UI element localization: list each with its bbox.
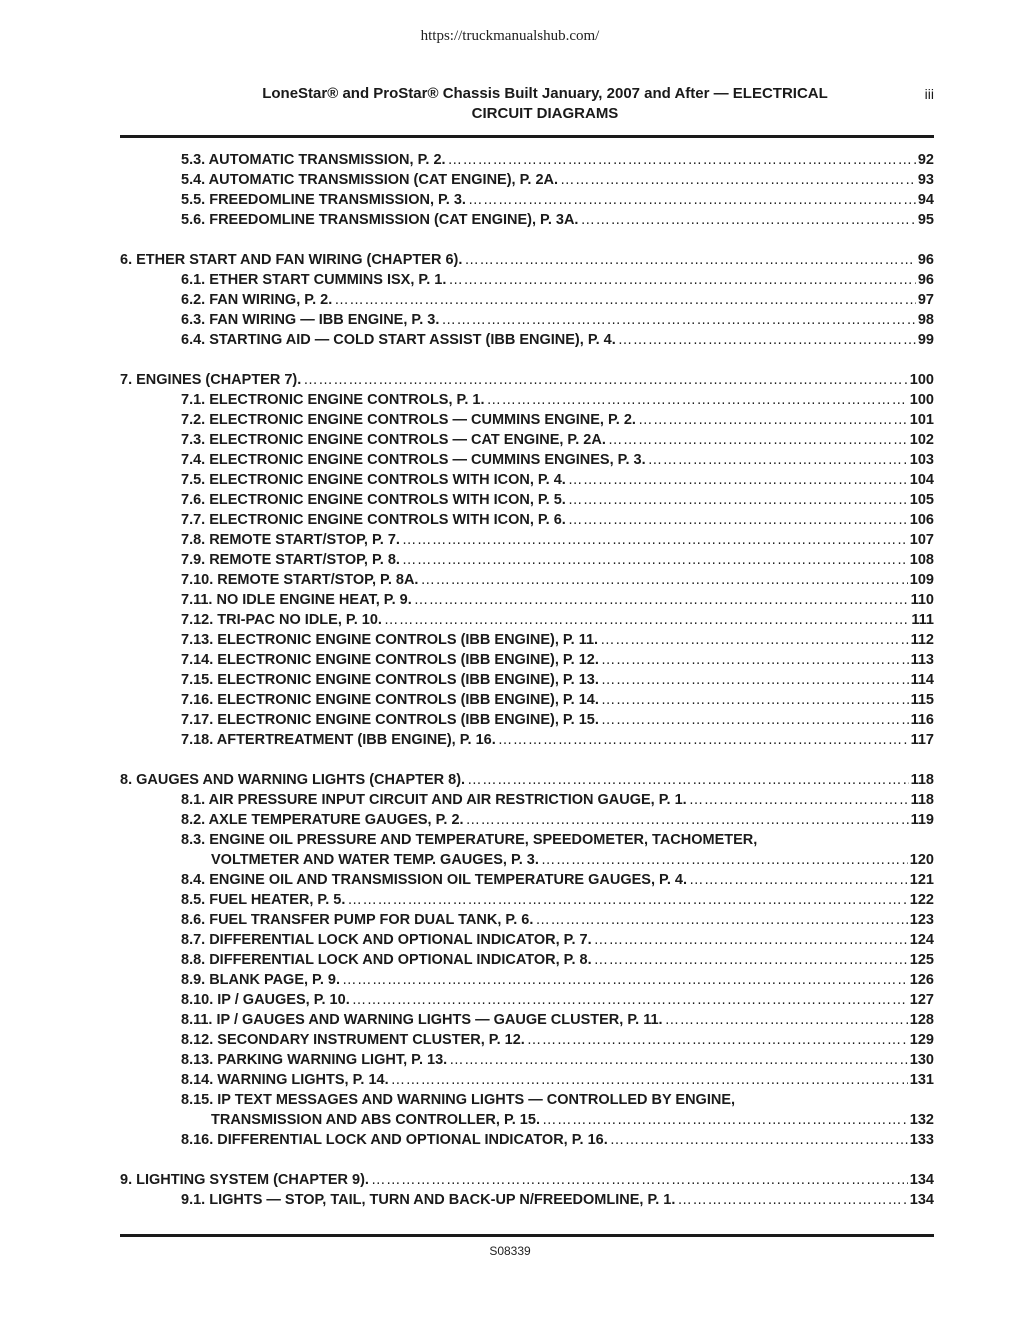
toc-dot-leader: [467, 770, 909, 790]
toc-dot-leader: [638, 410, 908, 430]
toc-section-entry[interactable]: [120, 170, 934, 190]
toc-section-entry[interactable]: [120, 730, 934, 750]
toc-dot-leader: [601, 650, 909, 670]
toc-entry-label: 8. GAUGES AND WARNING LIGHTS (CHAPTER 8).: [120, 772, 466, 788]
toc-entry-page: 106: [909, 512, 934, 528]
toc-entry-page: 99: [917, 332, 934, 348]
toc-dot-leader: [334, 290, 916, 310]
toc-entry-label: 6.1. ETHER START CUMMINS ISX, P. 1.: [181, 272, 447, 288]
document-title-line-1: LoneStar® and ProStar® Chassis Built January, 2007 and After — ELECTRICAL: [262, 85, 828, 102]
toc-dot-leader: [601, 670, 909, 690]
toc-section-entry[interactable]: [120, 310, 934, 330]
toc-entry-label: 7.16. ELECTRONIC ENGINE CONTROLS (IBB ENGINE), P. 14.: [181, 692, 599, 708]
toc-section-entry[interactable]: [120, 810, 934, 830]
toc-section-entry[interactable]: [120, 550, 934, 570]
toc-entry-label: 7.12. TRI-PAC NO IDLE, P. 10.: [181, 612, 382, 628]
toc-section-entry[interactable]: [120, 510, 934, 530]
toc-entry-continuation[interactable]: [120, 850, 934, 870]
toc-entry-label: 8.7. DIFFERENTIAL LOCK AND OPTIONAL INDICATOR, P. 7.: [181, 932, 592, 948]
toc-entry-page: 131: [909, 1072, 934, 1088]
toc-entry-page: 100: [909, 392, 934, 408]
toc-section-entry[interactable]: [120, 610, 934, 630]
toc-entry-page: 126: [909, 972, 934, 988]
toc-section-entry[interactable]: [120, 1070, 934, 1090]
toc-entry-page: 92: [917, 152, 934, 168]
toc-dot-leader: [601, 710, 909, 730]
footer-rule: [120, 1234, 934, 1237]
toc-entry-page: 104: [909, 472, 934, 488]
toc-entry-continuation[interactable]: [120, 1110, 934, 1130]
toc-entry-label: 7.17. ELECTRONIC ENGINE CONTROLS (IBB ENGINE), P. 15.: [181, 712, 599, 728]
toc-section-entry[interactable]: [120, 190, 934, 210]
toc-entry-page: 132: [909, 1112, 934, 1128]
toc-section-entry[interactable]: [120, 650, 934, 670]
toc-entry-page: 127: [909, 992, 934, 1008]
toc-dot-leader: [568, 470, 908, 490]
toc-dot-leader: [468, 190, 916, 210]
toc-dot-leader: [665, 1010, 908, 1030]
toc-entry-label: 7.8. REMOTE START/STOP, P. 7.: [181, 532, 400, 548]
toc-dot-leader: [542, 1110, 908, 1130]
toc-entry-label: 7.15. ELECTRONIC ENGINE CONTROLS (IBB ENGINE), P. 13.: [181, 672, 599, 688]
toc-entry-page: 97: [917, 292, 934, 308]
toc-dot-leader: [689, 870, 908, 890]
toc-section-entry[interactable]: [120, 430, 934, 450]
toc-entry-label: 8.16. DIFFERENTIAL LOCK AND OPTIONAL INDICATOR, P. 16.: [181, 1132, 608, 1148]
toc-entry-label: 7.13. ELECTRONIC ENGINE CONTROLS (IBB ENGINE), P. 11.: [181, 632, 599, 648]
table-of-contents: [120, 150, 934, 1210]
toc-entry-page: 125: [909, 952, 934, 968]
toc-entry-label: 8.1. AIR PRESSURE INPUT CIRCUIT AND AIR RESTRICTION GAUGE, P. 1.: [181, 792, 687, 808]
toc-entry-label: 8.10. IP / GAUGES, P. 10.: [181, 992, 350, 1008]
toc-entry-label: 5.5. FREEDOMLINE TRANSMISSION, P. 3.: [181, 192, 466, 208]
toc-entry-page: 122: [909, 892, 934, 908]
toc-section-entry[interactable]: [120, 270, 934, 290]
toc-entry-label: 8.8. DIFFERENTIAL LOCK AND OPTIONAL INDICATOR, P. 8.: [181, 952, 592, 968]
toc-section-entry[interactable]: [120, 1130, 934, 1150]
toc-section-entry[interactable]: [120, 590, 934, 610]
toc-entry-label: 8.4. ENGINE OIL AND TRANSMISSION OIL TEMPERATURE GAUGES, P. 4.: [181, 872, 687, 888]
toc-entry-page: 130: [909, 1052, 934, 1068]
toc-dot-leader: [303, 370, 908, 390]
toc-dot-leader: [448, 270, 916, 290]
toc-entry-label: 7.3. ELECTRONIC ENGINE CONTROLS — CAT ENGINE, P. 2A.: [181, 432, 606, 448]
toc-chapter-entry[interactable]: [120, 250, 934, 270]
toc-dot-leader: [618, 330, 916, 350]
toc-entry-label: 6.4. STARTING AID — COLD START ASSIST (IBB ENGINE), P. 4.: [181, 332, 616, 348]
section-spacer: [120, 750, 934, 770]
toc-dot-leader: [560, 170, 916, 190]
toc-entry-page: 109: [909, 572, 934, 588]
toc-entry-label: 7.11. NO IDLE ENGINE HEAT, P. 9.: [181, 592, 412, 608]
toc-section-entry[interactable]: [120, 930, 934, 950]
toc-section-entry[interactable]: [120, 990, 934, 1010]
toc-section-entry[interactable]: [120, 570, 934, 590]
toc-entry-label: 8.5. FUEL HEATER, P. 5.: [181, 892, 346, 908]
toc-dot-leader: [441, 310, 915, 330]
toc-dot-leader: [568, 510, 908, 530]
toc-entry-label: VOLTMETER AND WATER TEMP. GAUGES, P. 3.: [211, 852, 539, 868]
toc-entry-label: 7.2. ELECTRONIC ENGINE CONTROLS — CUMMINS ENGINE, P. 2.: [181, 412, 636, 428]
toc-entry-label: 7.5. ELECTRONIC ENGINE CONTROLS WITH ICON, P. 4.: [181, 472, 566, 488]
toc-section-entry[interactable]: [120, 1190, 934, 1210]
toc-dot-leader: [689, 790, 909, 810]
toc-entry-page: 98: [917, 312, 934, 328]
toc-entry-page: 95: [917, 212, 934, 228]
page-header: [120, 84, 934, 124]
section-spacer: [120, 230, 934, 250]
footer-code: S08339: [489, 1244, 531, 1258]
toc-section-entry[interactable]: [120, 1050, 934, 1070]
toc-dot-leader: [391, 1070, 908, 1090]
toc-entry-label: 8.6. FUEL TRANSFER PUMP FOR DUAL TANK, P. 6.: [181, 912, 534, 928]
toc-section-entry[interactable]: [120, 1010, 934, 1030]
toc-entry-label: 5.6. FREEDOMLINE TRANSMISSION (CAT ENGINE), P. 3A.: [181, 212, 579, 228]
toc-entry-page: 121: [909, 872, 934, 888]
toc-dot-leader: [402, 550, 908, 570]
toc-dot-leader: [601, 690, 909, 710]
toc-dot-leader: [527, 1030, 908, 1050]
toc-entry-page: 133: [909, 1132, 934, 1148]
toc-entry-label: 7.10. REMOTE START/STOP, P. 8A.: [181, 572, 419, 588]
toc-entry-label: 7.7. ELECTRONIC ENGINE CONTROLS WITH ICON, P. 6.: [181, 512, 566, 528]
toc-entry-page: 100: [909, 372, 934, 388]
page-number: iii: [924, 86, 934, 102]
toc-entry-page: 107: [909, 532, 934, 548]
toc-entry-page: 96: [917, 252, 934, 268]
toc-entry-page: 113: [910, 652, 934, 668]
toc-dot-leader: [608, 430, 908, 450]
toc-entry-page: 114: [910, 672, 934, 688]
toc-section-entry[interactable]: [120, 1030, 934, 1050]
toc-dot-leader: [347, 890, 907, 910]
toc-entry-page: 116: [910, 712, 934, 728]
toc-entry-label: 8.9. BLANK PAGE, P. 9.: [181, 972, 341, 988]
toc-entry-page: 105: [909, 492, 934, 508]
toc-entry-label: 8.12. SECONDARY INSTRUMENT CLUSTER, P. 12.: [181, 1032, 525, 1048]
toc-entry-page: 134: [909, 1172, 934, 1188]
toc-entry-page: 108: [909, 552, 934, 568]
toc-entry-label: 8.11. IP / GAUGES AND WARNING LIGHTS — GAUGE CLUSTER, P. 11.: [181, 1012, 663, 1028]
toc-dot-leader: [677, 1190, 907, 1210]
document-title: [160, 84, 930, 124]
toc-entry-page: 101: [909, 412, 934, 428]
toc-entry-page: 111: [911, 612, 934, 628]
toc-dot-leader: [600, 630, 909, 650]
toc-section-entry[interactable]: [120, 950, 934, 970]
toc-entry-page: 128: [909, 1012, 934, 1028]
toc-entry-label: 6.3. FAN WIRING — IBB ENGINE, P. 3.: [181, 312, 440, 328]
toc-section-entry[interactable]: [120, 630, 934, 650]
toc-dot-leader: [541, 850, 908, 870]
toc-dot-leader: [648, 450, 908, 470]
toc-entry-label: 8.3. ENGINE OIL PRESSURE AND TEMPERATURE, SPEEDOMETER, TACHOMETER,: [181, 832, 758, 848]
section-spacer: [120, 1150, 934, 1170]
toc-section-entry[interactable]: [120, 790, 934, 810]
toc-section-entry[interactable]: [120, 450, 934, 470]
toc-entry-page: 110: [910, 592, 934, 608]
toc-dot-leader: [594, 930, 908, 950]
toc-entry-page: 115: [910, 692, 934, 708]
toc-entry-label: 6. ETHER START AND FAN WIRING (CHAPTER 6).: [120, 252, 463, 268]
toc-entry-page: 102: [909, 432, 934, 448]
toc-entry-page: 94: [917, 192, 934, 208]
toc-dot-leader: [448, 150, 916, 170]
toc-entry-label: 7.6. ELECTRONIC ENGINE CONTROLS WITH ICON, P. 5.: [181, 492, 566, 508]
toc-entry-page: 112: [910, 632, 934, 648]
header-rule: [120, 135, 934, 138]
toc-entry-label: 7. ENGINES (CHAPTER 7).: [120, 372, 302, 388]
toc-dot-leader: [594, 950, 908, 970]
toc-dot-leader: [580, 210, 915, 230]
toc-section-entry[interactable]: [120, 830, 934, 850]
toc-dot-leader: [371, 1170, 908, 1190]
toc-entry-label: 5.4. AUTOMATIC TRANSMISSION (CAT ENGINE), P. 2A.: [181, 172, 559, 188]
toc-dot-leader: [342, 970, 908, 990]
toc-dot-leader: [464, 250, 915, 270]
toc-section-entry[interactable]: [120, 890, 934, 910]
toc-chapter-entry[interactable]: [120, 1170, 934, 1190]
toc-dot-leader: [402, 530, 908, 550]
toc-section-entry[interactable]: [120, 150, 934, 170]
toc-chapter-entry[interactable]: [120, 370, 934, 390]
toc-section-entry[interactable]: [120, 290, 934, 310]
toc-entry-page: 118: [910, 792, 934, 808]
toc-entry-page: 103: [909, 452, 934, 468]
toc-entry-page: 118: [910, 772, 934, 788]
toc-dot-leader: [568, 490, 908, 510]
toc-entry-page: 93: [917, 172, 934, 188]
toc-entry-label: 7.18. AFTERTREATMENT (IBB ENGINE), P. 16.: [181, 732, 496, 748]
toc-entry-page: 117: [910, 732, 934, 748]
toc-dot-leader: [384, 610, 909, 630]
toc-dot-leader: [486, 390, 907, 410]
toc-section-entry[interactable]: [120, 690, 934, 710]
toc-dot-leader: [466, 810, 909, 830]
toc-entry-page: 120: [909, 852, 934, 868]
toc-dot-leader: [420, 570, 907, 590]
toc-entry-label: TRANSMISSION AND ABS CONTROLLER, P. 15.: [211, 1112, 540, 1128]
document-title-line-2: CIRCUIT DIAGRAMS: [471, 105, 619, 122]
toc-section-entry[interactable]: [120, 410, 934, 430]
toc-entry-label: 9. LIGHTING SYSTEM (CHAPTER 9).: [120, 1172, 369, 1188]
toc-section-entry[interactable]: [120, 470, 934, 490]
toc-entry-page: 123: [909, 912, 934, 928]
toc-entry-label: 8.13. PARKING WARNING LIGHT, P. 13.: [181, 1052, 448, 1068]
toc-section-entry[interactable]: [120, 710, 934, 730]
toc-section-entry[interactable]: [120, 670, 934, 690]
toc-entry-label: 8.15. IP TEXT MESSAGES AND WARNING LIGHTS — CONTROLLED BY ENGINE,: [181, 1092, 736, 1108]
toc-dot-leader: [449, 1050, 908, 1070]
source-url[interactable]: https://truckmanualshub.com/: [420, 28, 600, 44]
toc-dot-leader: [352, 990, 908, 1010]
toc-entry-label: 7.9. REMOTE START/STOP, P. 8.: [181, 552, 400, 568]
toc-section-entry[interactable]: [120, 970, 934, 990]
toc-dot-leader: [535, 910, 907, 930]
toc-entry-page: 119: [910, 812, 934, 828]
toc-entry-page: 134: [909, 1192, 934, 1208]
toc-entry-label: 8.14. WARNING LIGHTS, P. 14.: [181, 1072, 389, 1088]
toc-entry-label: 5.3. AUTOMATIC TRANSMISSION, P. 2.: [181, 152, 446, 168]
toc-section-entry[interactable]: [120, 210, 934, 230]
toc-entry-label: 7.1. ELECTRONIC ENGINE CONTROLS, P. 1.: [181, 392, 485, 408]
toc-section-entry[interactable]: [120, 870, 934, 890]
toc-dot-leader: [414, 590, 909, 610]
toc-entry-label: 9.1. LIGHTS — STOP, TAIL, TURN AND BACK-UP N/FREEDOMLINE, P. 1.: [181, 1192, 676, 1208]
toc-entry-label: 6.2. FAN WIRING, P. 2.: [181, 292, 333, 308]
toc-chapter-entry[interactable]: [120, 770, 934, 790]
toc-section-entry[interactable]: [120, 390, 934, 410]
toc-entry-page: 124: [909, 932, 934, 948]
toc-dot-leader: [498, 730, 909, 750]
toc-section-entry[interactable]: [120, 530, 934, 550]
toc-entry-label: 8.2. AXLE TEMPERATURE GAUGES, P. 2.: [181, 812, 464, 828]
toc-section-entry[interactable]: [120, 330, 934, 350]
toc-section-entry[interactable]: [120, 1090, 934, 1110]
toc-dot-leader: [610, 1130, 908, 1150]
toc-entry-page: 96: [917, 272, 934, 288]
toc-entry-label: 7.4. ELECTRONIC ENGINE CONTROLS — CUMMINS ENGINES, P. 3.: [181, 452, 646, 468]
section-spacer: [120, 350, 934, 370]
toc-entry-label: 7.14. ELECTRONIC ENGINE CONTROLS (IBB ENGINE), P. 12.: [181, 652, 599, 668]
toc-section-entry[interactable]: [120, 490, 934, 510]
toc-entry-page: 129: [909, 1032, 934, 1048]
toc-section-entry[interactable]: [120, 910, 934, 930]
